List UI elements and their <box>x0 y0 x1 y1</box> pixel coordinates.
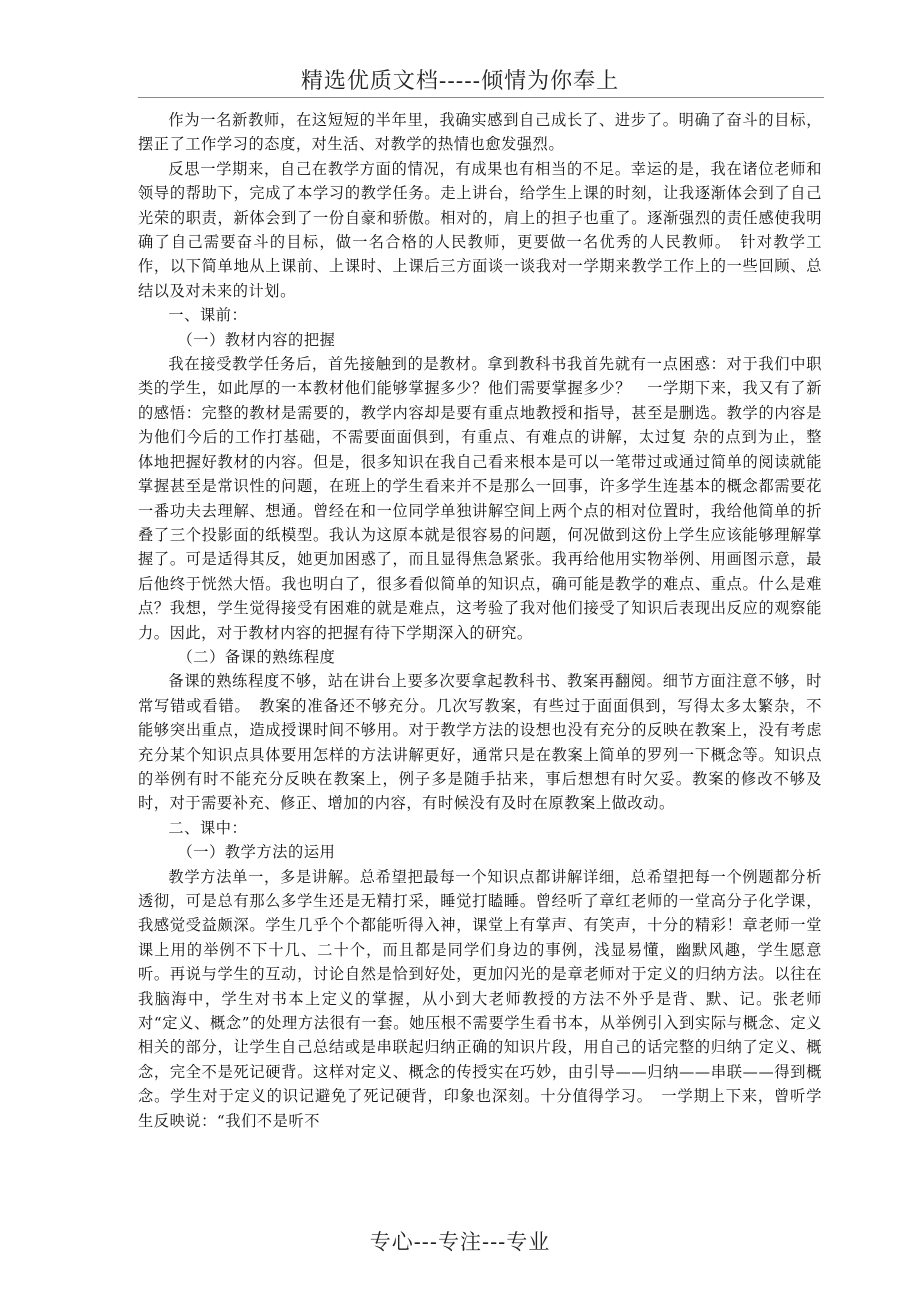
page-header-title: 精选优质文档-----倾情为你奉上 <box>300 69 620 94</box>
page-footer: 专心---专注---专业 <box>369 1230 551 1254</box>
subsection-heading-methods: （一）教学方法的运用 <box>177 843 336 862</box>
section-heading-before-class: 一、课前： <box>168 306 248 325</box>
paragraph-methods: 教学方法单一，多是讲解。总希望把最每一个知识点都讲解详细，总希望把每一个例题都分析透彻，可是总有那么多学生还是无精打采，睡觉打瞌睡。曾经听了章红老师的一堂高分子化学课，我感觉受益颇深。学生几乎个个都能听得入神，课堂上有掌声、有笑声，十分的精彩！章老师一堂课上用的举例不下十几、二十个，而且都是同学们身边的事例，浅显易懂，幽默风趣，学生愿意听。再说与学生的互动，讨论自然是恰到好处，更加闪光的是章老师对于定义的归纳方法。以往在我脑海中，学生对书本上定义的掌握，从小到大老师教授的方法不外乎是背、默、记。张老师对“定义、概念”的处理方法很有一套。她压根不需要学生看书本，从举例引入到实际与概念、定义相关的部分，让学生自己总结或是串联起归纳正确的知识片段，用自己的话完整的归纳了定义、概念，完全不是死记硬背。这样对定义、概念的传授实在巧妙，由引导——归纳——串联——得到概念。学生对于定义的识记避免了死记硬背，印象也深刻。十分值得学习。 一学期上下来，曾听学生反映说：“我们不是听不 <box>138 867 822 1130</box>
paragraph-textbook: 我在接受教学任务后，首先接触到的是教材。拿到教科书我首先就有一点困惑：对于我们中职类的学生，如此厚的一本教材他们能够掌握多少？他们需要掌握多少？ 一学期下来，我又有了新的感悟：完整的教材是需要的，教学内容却是要有重点地教授和指导，甚至是删选。教学的内容是为他们今后的工作打基础，不需要面面俱到，有重点、有难点的讲解，太过复 杂的点到为止，整体地把握好教材的内容。但是，很多知识在我自己看来根本是可以一笔带过或通过简单的阅读就能掌握甚至是常识性的问题，在班上的学生看来并不是那么一回事，许多学生连基本的概念都需要花一番功夫去理解、想通。曾经在和一位同学单独讲解空间上两个点的相对位置时，我给他简单的折叠了三个投影面的纸模型。我认为这原本就是很容易的问题，何况做到这份上学生应该能够理解掌握了。可是适得其反，她更加困惑了，而且显得焦急紧张。我再给他用实物举例、用画图示意，最后他终于恍然大悟。我也明白了，很多看似简单的知识点，确可能是教学的难点、重点。什么是难点？我想，学生觉得接受有困难的就是难点，这考验了我对他们接受了知识后表现出反应的观察能力。因此，对于教材内容的把握有待下学期深入的研究。 <box>138 355 822 642</box>
subsection-heading-textbook: （一）教材内容的把握 <box>177 330 336 349</box>
section-heading-during-class: 二、课中： <box>168 818 248 837</box>
header-divider <box>138 97 824 98</box>
paragraph-preparation: 备课的熟练程度不够，站在讲台上要多次要拿起教科书、教案再翻阅。细节方面注意不够，时常写错或看错。 教案的准备还不够充分。几次写教案，有些过于面面俱到，写得太多太繁杂，不能够突出重点，造成授课时间不够用。对于教学方法的设想也没有充分的反映在教案上，没有考虑充分某个知识点具体要用怎样的方法讲解更好，通常只是在教案上简单的罗列一下概念等。知识点的举例有时不能充分反映在教案上，例子多是随手拈来，事后想想有时欠妥。教案的修改不够及时，对于需要补充、修正、增加的内容，有时候没有及时在原教案上做改动。 <box>138 672 822 813</box>
document-body <box>138 108 822 1133</box>
paragraph-reflection: 反思一学期来，自己在教学方面的情况，有成果也有相当的不足。幸运的是，我在诸位老师和领导的帮助下，完成了本学习的教学任务。走上讲台，给学生上课的时刻，让我逐渐体会到了自己光荣的职责，新体会到了一份自豪和骄傲。相对的，肩上的担子也重了。逐渐强烈的责任感使我明确了自己需要奋斗的目标，做一名合格的人民教师，更要做一名优秀的人民教师。 针对教学工作，以下简单地从上课前、上课时、上课后三方面谈一谈我对一学期来教学工作上的一些回顾、总结以及对未来的计划。 <box>138 159 822 300</box>
paragraph-intro: 作为一名新教师，在这短短的半年里，我确实感到自己成长了、进步了。明确了奋斗的目标，摆正了工作学习的态度，对生活、对教学的热情也愈发强烈。 <box>138 111 822 154</box>
subsection-heading-preparation: （二）备课的熟练程度 <box>177 647 336 666</box>
